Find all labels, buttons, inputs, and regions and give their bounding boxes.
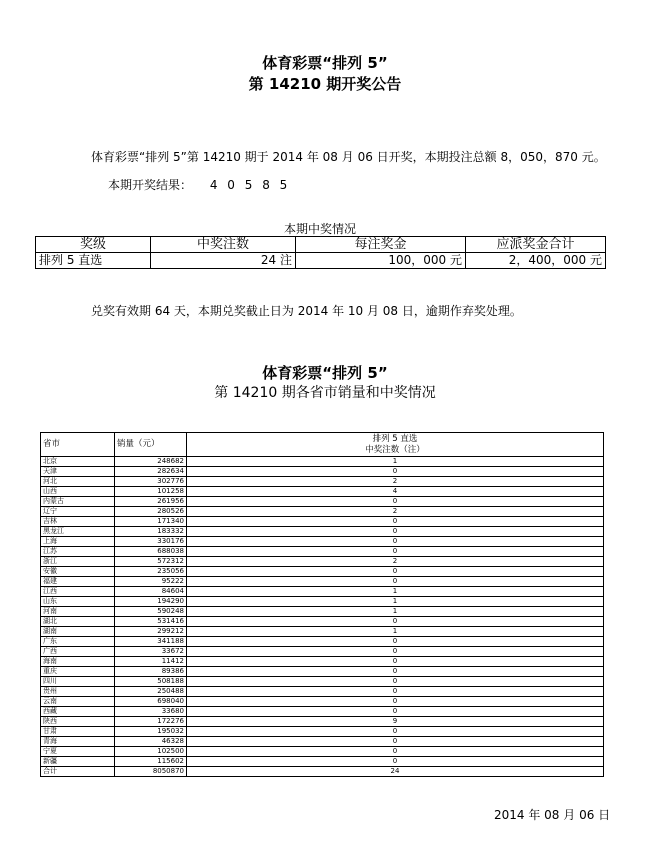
- table-row: [41, 677, 604, 687]
- sales-cell: 171340: [115, 517, 187, 527]
- winners-cell: 1: [187, 627, 604, 637]
- province-cell: 山西: [41, 487, 115, 497]
- prize-header-total: 应派奖金合计: [466, 237, 606, 253]
- winners-cell: 0: [187, 577, 604, 587]
- table-row: [41, 727, 604, 737]
- sales-cell: 46328: [115, 737, 187, 747]
- prize-header-count: 中奖注数: [151, 237, 296, 253]
- winners-cell: 2: [187, 507, 604, 517]
- announcement-title-line1: 体育彩票“排列 5”: [262, 54, 388, 72]
- province-cell: 云南: [41, 697, 115, 707]
- table-row: [41, 687, 604, 697]
- table-row: [41, 647, 604, 657]
- province-cell: 北京: [41, 457, 115, 467]
- prize-table-caption: 本期中奖情况: [283, 222, 356, 236]
- prize-level: 排列 5 直选: [36, 253, 151, 269]
- winners-cell: 24: [187, 767, 604, 777]
- sales-cell: 688038: [115, 547, 187, 557]
- sales-cell: 299212: [115, 627, 187, 637]
- table-row: [41, 467, 604, 477]
- winners-cell: 0: [187, 547, 604, 557]
- sales-header-winners-line2: 中奖注数（注）: [365, 444, 425, 455]
- sales-cell: 183332: [115, 527, 187, 537]
- province-cell: 重庆: [41, 667, 115, 677]
- winners-cell: 1: [187, 457, 604, 467]
- sales-cell: 195032: [115, 727, 187, 737]
- province-cell: 陕西: [41, 717, 115, 727]
- sales-cell: 250488: [115, 687, 187, 697]
- sales-cell: 89386: [115, 667, 187, 677]
- table-row: [41, 617, 604, 627]
- winners-cell: 0: [187, 687, 604, 697]
- table-row: [41, 497, 604, 507]
- table-row: [41, 707, 604, 717]
- province-cell: 海南: [41, 657, 115, 667]
- winners-cell: 4: [187, 487, 604, 497]
- sales-cell: 8050870: [115, 767, 187, 777]
- table-row: [41, 747, 604, 757]
- province-cell: 上海: [41, 537, 115, 547]
- province-cell: 吉林: [41, 517, 115, 527]
- winners-cell: 0: [187, 697, 604, 707]
- province-cell: 甘肃: [41, 727, 115, 737]
- province-cell: 新疆: [41, 757, 115, 767]
- winners-cell: 0: [187, 727, 604, 737]
- province-cell: 江苏: [41, 547, 115, 557]
- table-row: [41, 477, 604, 487]
- sales-cell: 101258: [115, 487, 187, 497]
- sales-cell: 235056: [115, 567, 187, 577]
- province-cell: 湖北: [41, 617, 115, 627]
- sales-cell: 248682: [115, 457, 187, 467]
- province-cell: 浙江: [41, 557, 115, 567]
- sales-header-winners: [187, 433, 604, 457]
- sales-title-line2: 第 14210 期各省市销量和中奖情况: [214, 385, 436, 401]
- table-row: [41, 527, 604, 537]
- winners-cell: 2: [187, 477, 604, 487]
- sales-cell: 590248: [115, 607, 187, 617]
- winners-cell: 9: [187, 717, 604, 727]
- winners-cell: 0: [187, 647, 604, 657]
- province-cell: 合计: [41, 767, 115, 777]
- winners-cell: 2: [187, 557, 604, 567]
- table-row: [41, 667, 604, 677]
- prize-table-header: [36, 237, 606, 253]
- table-row: [41, 557, 604, 567]
- winners-cell: 1: [187, 597, 604, 607]
- sales-cell: 572312: [115, 557, 187, 567]
- sales-cell: 115602: [115, 757, 187, 767]
- sales-cell: 102500: [115, 747, 187, 757]
- prize-table: [35, 236, 606, 269]
- province-cell: 西藏: [41, 707, 115, 717]
- table-row: [41, 587, 604, 597]
- province-cell: 广东: [41, 637, 115, 647]
- province-cell: 湖南: [41, 627, 115, 637]
- table-row: [41, 767, 604, 777]
- province-cell: 福建: [41, 577, 115, 587]
- winners-cell: 0: [187, 637, 604, 647]
- sales-cell: 84604: [115, 587, 187, 597]
- sales-header-winners-line1: 排列 5 直选: [372, 433, 418, 444]
- table-row: [41, 737, 604, 747]
- winners-cell: 0: [187, 517, 604, 527]
- province-cell: 安徽: [41, 567, 115, 577]
- validity-note: 兑奖有效期 64 天，本期兑奖截止日为 2014 年 10 月 08 日，逾期作弃奖处理。: [91, 304, 522, 318]
- winners-cell: 0: [187, 737, 604, 747]
- draw-result: [108, 176, 290, 193]
- province-cell: 江西: [41, 587, 115, 597]
- sales-cell: 698040: [115, 697, 187, 707]
- sales-cell: 302776: [115, 477, 187, 487]
- province-cell: 河北: [41, 477, 115, 487]
- winners-cell: 0: [187, 747, 604, 757]
- winners-cell: 1: [187, 587, 604, 597]
- table-row: [41, 607, 604, 617]
- province-cell: 贵州: [41, 687, 115, 697]
- draw-result-label: 本期开奖结果：: [108, 178, 193, 192]
- winners-cell: 1: [187, 607, 604, 617]
- sales-cell: 508188: [115, 677, 187, 687]
- sales-cell: 261956: [115, 497, 187, 507]
- sales-cell: 172276: [115, 717, 187, 727]
- sales-cell: 282634: [115, 467, 187, 477]
- winners-cell: 0: [187, 467, 604, 477]
- prize-header-level: 奖级: [36, 237, 151, 253]
- province-cell: 宁夏: [41, 747, 115, 757]
- sales-header-province: 省市: [41, 433, 115, 457]
- table-row: [41, 717, 604, 727]
- sales-table-header: [41, 433, 604, 457]
- winners-cell: 0: [187, 657, 604, 667]
- table-row: [41, 507, 604, 517]
- table-row: [41, 597, 604, 607]
- province-cell: 内蒙古: [41, 497, 115, 507]
- winners-cell: 0: [187, 497, 604, 507]
- table-row: [41, 517, 604, 527]
- table-row: [41, 577, 604, 587]
- prize-count: 24 注: [151, 253, 296, 269]
- sales-cell: 194290: [115, 597, 187, 607]
- table-row: [41, 547, 604, 557]
- table-row: [41, 567, 604, 577]
- province-cell: 青海: [41, 737, 115, 747]
- sales-cell: 95222: [115, 577, 187, 587]
- announcement-title-line2: 第 14210 期开奖公告: [248, 75, 402, 93]
- winners-cell: 0: [187, 667, 604, 677]
- sales-cell: 33672: [115, 647, 187, 657]
- winners-cell: 0: [187, 707, 604, 717]
- winners-cell: 0: [187, 757, 604, 767]
- table-row: [41, 627, 604, 637]
- sales-cell: 33680: [115, 707, 187, 717]
- winners-cell: 0: [187, 617, 604, 627]
- province-cell: 天津: [41, 467, 115, 477]
- table-row: [41, 537, 604, 547]
- sales-cell: 11412: [115, 657, 187, 667]
- sales-title-line1: 体育彩票“排列 5”: [262, 364, 388, 382]
- draw-result-numbers: 4 0 5 8 5: [209, 178, 291, 192]
- sales-header-sales: 销量（元）: [115, 433, 187, 457]
- table-row: [41, 487, 604, 497]
- province-cell: 山东: [41, 597, 115, 607]
- province-cell: 辽宁: [41, 507, 115, 517]
- sales-cell: 341188: [115, 637, 187, 647]
- sales-cell: 280526: [115, 507, 187, 517]
- winners-cell: 0: [187, 537, 604, 547]
- sales-date: 2014 年 08 月 06 日: [494, 808, 611, 822]
- sales-cell: 330176: [115, 537, 187, 547]
- table-row: [41, 757, 604, 767]
- table-row: [36, 253, 606, 269]
- table-row: [41, 637, 604, 647]
- table-row: [41, 697, 604, 707]
- sales-cell: 531416: [115, 617, 187, 627]
- winners-cell: 0: [187, 677, 604, 687]
- prize-total: 2，400，000 元: [466, 253, 606, 269]
- province-cell: 四川: [41, 677, 115, 687]
- sales-table: [40, 432, 604, 777]
- table-row: [41, 457, 604, 467]
- winners-cell: 0: [187, 567, 604, 577]
- prize-header-amount: 每注奖金: [296, 237, 466, 253]
- winners-cell: 0: [187, 527, 604, 537]
- table-row: [41, 657, 604, 667]
- province-cell: 广西: [41, 647, 115, 657]
- province-cell: 黑龙江: [41, 527, 115, 537]
- announcement-intro: 体育彩票“排列 5”第 14210 期于 2014 年 08 月 06 日开奖，本期投注总额 8，050，870 元。: [91, 150, 606, 164]
- province-cell: 河南: [41, 607, 115, 617]
- prize-amount: 100，000 元: [296, 253, 466, 269]
